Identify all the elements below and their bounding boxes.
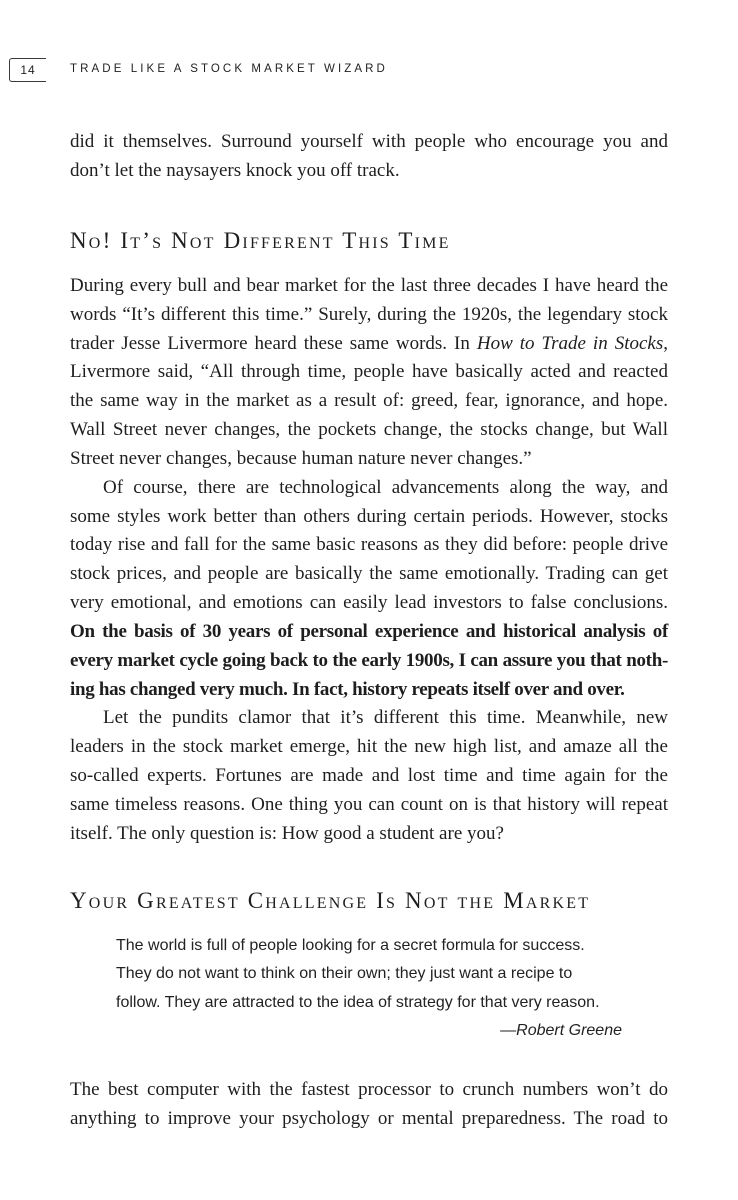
text-line: very emotional, and emotions can easily lead investors to false conclusions. (70, 592, 668, 613)
text-line: so-called experts. Fortunes are made and lost time and time again for the (70, 765, 668, 786)
text-line: stock prices, and people are basically the same emotionally. Trading can get (70, 563, 668, 584)
text-line: Street never changes, because human nature never changes.” (70, 448, 532, 469)
text-line: same timeless reasons. One thing you can count on is that history will repeat (70, 794, 668, 815)
running-header (0, 58, 738, 82)
text-line: did it themselves. Surround yourself with people who encourage you and (70, 131, 668, 152)
quote-line: The world is full of people looking for a secret formula for success. (116, 937, 585, 954)
text-line: The best computer with the fastest processor to crunch numbers won’t do (70, 1079, 668, 1100)
quote-attribution: —Robert Greene (500, 1022, 622, 1039)
text-line: the same way in the market as a result of: greed, fear, ignorance, and hope. (70, 390, 668, 411)
text-line: itself. The only question is: How good a student are you? (70, 823, 504, 844)
text-line: Of course, there are technological advancements along the way, and (103, 477, 668, 498)
bold-text-line: On the basis of 30 years of personal experience and historical analysis of (70, 621, 668, 642)
text-line: some styles work better than others during certain periods. However, stocks (70, 506, 668, 527)
text-line: leaders in the stock market emerge, hit the new high list, and amaze all the (70, 736, 668, 757)
quote-line: They do not want to think on their own; they just want a recipe to (116, 965, 573, 982)
quote-line: follow. They are attracted to the idea of strategy for that very reason. (116, 994, 600, 1011)
text-line: anything to improve your psychology or mental preparedness. The road to (70, 1108, 668, 1129)
text-line: Livermore said, “All through time, people have basically acted and reacted (70, 361, 668, 382)
text-line: words “It’s different this time.” Surely, during the 1920s, the legendary stock (70, 304, 668, 325)
section-heading-not-different: No! It’s Not Different This Time (70, 228, 451, 253)
text-line: Wall Street never changes, the pockets change, the stocks change, but Wall (70, 419, 668, 440)
book-title-italic: How to Trade in Stocks (476, 333, 664, 354)
page-number: 14 (9, 58, 46, 82)
book-title: TRADE LIKE A STOCK MARKET WIZARD (70, 63, 388, 75)
bold-text-line: every market cycle going back to the early 1900s, I can assure you that noth- (70, 650, 668, 671)
bold-text-line: ing has changed very much. In fact, history repeats itself over and over. (70, 679, 625, 700)
text-line: don’t let the naysayers knock you off track. (70, 160, 400, 181)
text-line (70, 330, 668, 359)
text-line: today rise and fall for the same basic reasons as they did before: people drive (70, 534, 668, 555)
text-line: During every bull and bear market for the last three decades I have heard the (70, 275, 668, 296)
text-span: trader Jesse Livermore heard these same words. In (70, 333, 477, 354)
text-span: , (663, 333, 668, 354)
section-heading-greatest-challenge: Your Greatest Challenge Is Not the Market (70, 888, 591, 913)
text-line: Let the pundits clamor that it’s different this time. Meanwhile, new (103, 707, 668, 728)
